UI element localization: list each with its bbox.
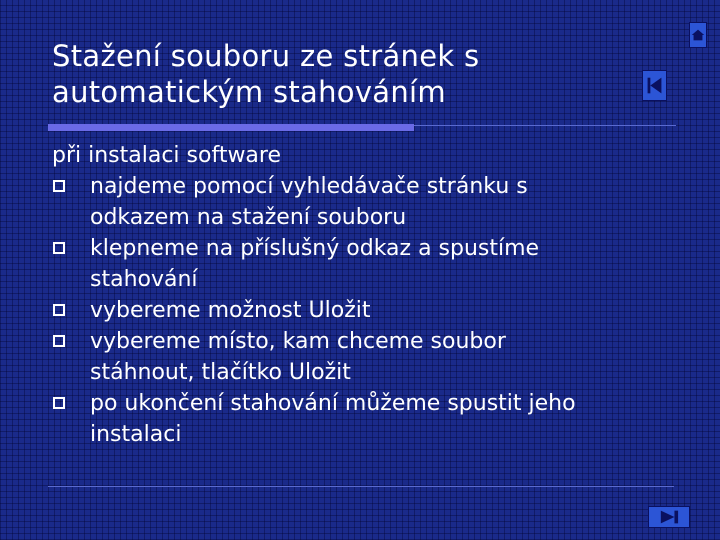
list-item-line: po ukončení stahování můžeme spustit jeho [90,391,576,416]
footer-divider-line [48,486,674,487]
title-divider-line [414,125,676,126]
slide-content [52,140,692,450]
list-item-line: odkazem na stažení souboru [90,205,407,230]
bullet-list [52,171,692,450]
list-item-line: instalaci [90,422,182,447]
home-icon [690,23,706,47]
intro-text: při instalaci software [52,143,282,168]
list-item-line: klepneme na příslušný odkaz a spustíme [90,236,540,261]
bullet-square-icon [53,242,65,254]
list-item-line: stáhnout, tlačítko Uložit [90,360,351,385]
list-item-line: najdeme pomocí vyhledávače stránku s [90,174,528,199]
slide-title-line-2: automatickým stahováním [52,75,446,109]
first-slide-button[interactable] [642,70,667,101]
list-item [52,295,692,326]
title-underline-bar [48,124,414,131]
list-item [52,233,692,295]
last-slide-button[interactable] [648,506,690,528]
slide-title [52,38,612,110]
home-button[interactable] [689,22,707,48]
skip-to-last-icon [649,507,689,527]
list-item-line: stahování [90,267,198,292]
list-item-line: vybereme možnost Uložit [90,298,371,323]
list-item [52,388,692,450]
skip-to-first-icon [643,71,666,100]
bullet-square-icon [53,335,65,347]
list-item [52,171,692,233]
list-item-line: vybereme místo, kam chceme soubor [90,329,506,354]
list-item [52,326,692,388]
bullet-square-icon [53,180,65,192]
bullet-square-icon [53,397,65,409]
slide-title-line-1: Stažení souboru ze stránek s [52,39,480,73]
bullet-square-icon [53,304,65,316]
